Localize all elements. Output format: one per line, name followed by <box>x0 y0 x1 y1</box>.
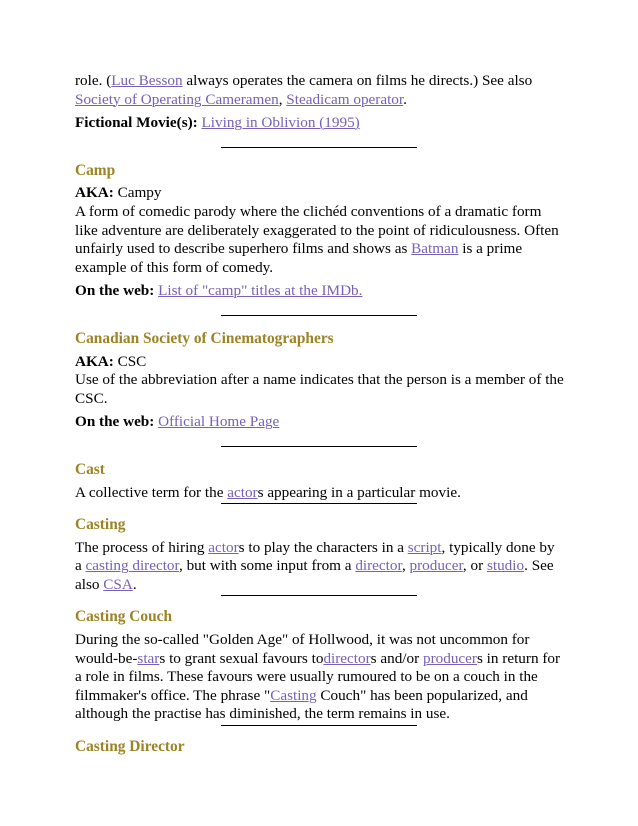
studio-link[interactable]: studio <box>486 557 525 575</box>
intro-paragraph <box>75 72 565 109</box>
cast-definition <box>75 484 565 503</box>
definition-text: s to play the characters in a <box>238 538 408 556</box>
director-link[interactable]: director <box>323 649 371 667</box>
casting-director-link[interactable]: casting director <box>85 557 179 575</box>
aka-label: AKA: <box>75 184 114 202</box>
actor-link[interactable]: actor <box>227 483 258 501</box>
definition-text: A form of comedic parody where the clichéd conventions of a dramatic form like adventure are deliberately exaggerated to the point of ridiculousness. Often unfairly used to describe superhero films and shows as <box>75 202 559 258</box>
camp-definition <box>75 203 565 277</box>
society-operating-cameramen-link[interactable]: Society of Operating Cameramen <box>75 90 279 108</box>
definition-text: s in return for a role in films. These favours were usually rumoured to be on a couch in the filmmaker's office. The phrase " <box>75 649 561 704</box>
glossary-page <box>75 72 565 761</box>
director-link[interactable]: director <box>355 557 402 575</box>
divider <box>221 503 417 504</box>
producer-link[interactable]: producer <box>409 557 463 575</box>
casting-couch-definition <box>75 631 565 724</box>
actor-link[interactable]: actor <box>208 538 239 556</box>
definition-text: , but with some input from a <box>178 557 356 575</box>
divider <box>221 446 417 447</box>
on-the-web-label: On the web: <box>75 282 155 300</box>
definition-text: , or <box>462 557 487 575</box>
casting-definition <box>75 539 565 595</box>
definition-text: s to grant sexual favours to <box>159 649 324 667</box>
definition-text: , <box>401 557 410 575</box>
intro-text: , <box>278 90 287 108</box>
divider <box>221 147 417 148</box>
term-casting-couch: Casting Couch <box>75 608 173 626</box>
aka-line <box>75 184 565 203</box>
definition-text: s appearing in a particular movie. <box>257 483 461 501</box>
batman-link[interactable]: Batman <box>411 240 459 258</box>
divider <box>221 595 417 596</box>
on-the-web-line <box>75 413 565 432</box>
definition-text: , typically done by a <box>75 538 555 575</box>
term-cast: Cast <box>75 460 105 478</box>
fictional-movies-label: Fictional Movie(s): <box>75 114 198 132</box>
producer-link[interactable]: producer <box>422 649 477 667</box>
definition-text: A collective term for the <box>75 483 228 501</box>
term-canadian-society-of-cinematographers: Canadian Society of Cinematographers <box>75 329 334 347</box>
csa-link[interactable]: CSA <box>103 575 133 593</box>
steadicam-operator-link[interactable]: Steadicam operator <box>286 90 404 108</box>
script-link[interactable]: script <box>407 538 442 556</box>
star-link[interactable]: star <box>137 649 160 667</box>
definition-text: Couch" has been popularized, and although the practise has diminished, the term remains in use. <box>75 686 528 723</box>
term-casting: Casting <box>75 516 126 534</box>
aka-label: AKA: <box>75 352 114 370</box>
divider <box>221 725 417 726</box>
aka-value: Campy <box>117 184 162 202</box>
aka-value: CSC <box>117 352 147 370</box>
intro-text: always operates the camera on films he directs.) See also <box>182 72 533 89</box>
on-the-web-label: On the web: <box>75 413 155 431</box>
intro-text: role. ( <box>75 72 112 89</box>
luc-besson-link[interactable]: Luc Besson <box>111 72 183 89</box>
definition-text: . See also <box>75 557 554 593</box>
csc-definition: Use of the abbreviation after a name indicates that the person is a member of the CSC. <box>75 371 564 407</box>
definition-text: During the so-called "Golden Age" of Hollwood, it was not uncommon for would-be- <box>75 631 530 667</box>
aka-line <box>75 353 565 372</box>
divider <box>221 315 417 316</box>
definition-text: . <box>132 575 137 593</box>
official-home-page-link[interactable]: Official Home Page <box>158 413 280 431</box>
casting-link[interactable]: Casting <box>270 686 317 704</box>
camp-titles-imdb-link[interactable]: List of "camp" titles at the IMDb. <box>158 282 363 300</box>
definition-text: s and/or <box>370 649 423 667</box>
definition-text: is a prime example of this form of comedy. <box>75 240 523 276</box>
intro-text: . <box>403 90 407 108</box>
definition-text: The process of hiring <box>75 538 209 556</box>
term-camp: Camp <box>75 161 116 179</box>
living-in-oblivion-link[interactable]: Living in Oblivion (1995) <box>201 114 360 132</box>
on-the-web-line <box>75 282 565 301</box>
term-casting-director: Casting Director <box>75 738 185 756</box>
fictional-movies-line <box>75 114 565 133</box>
